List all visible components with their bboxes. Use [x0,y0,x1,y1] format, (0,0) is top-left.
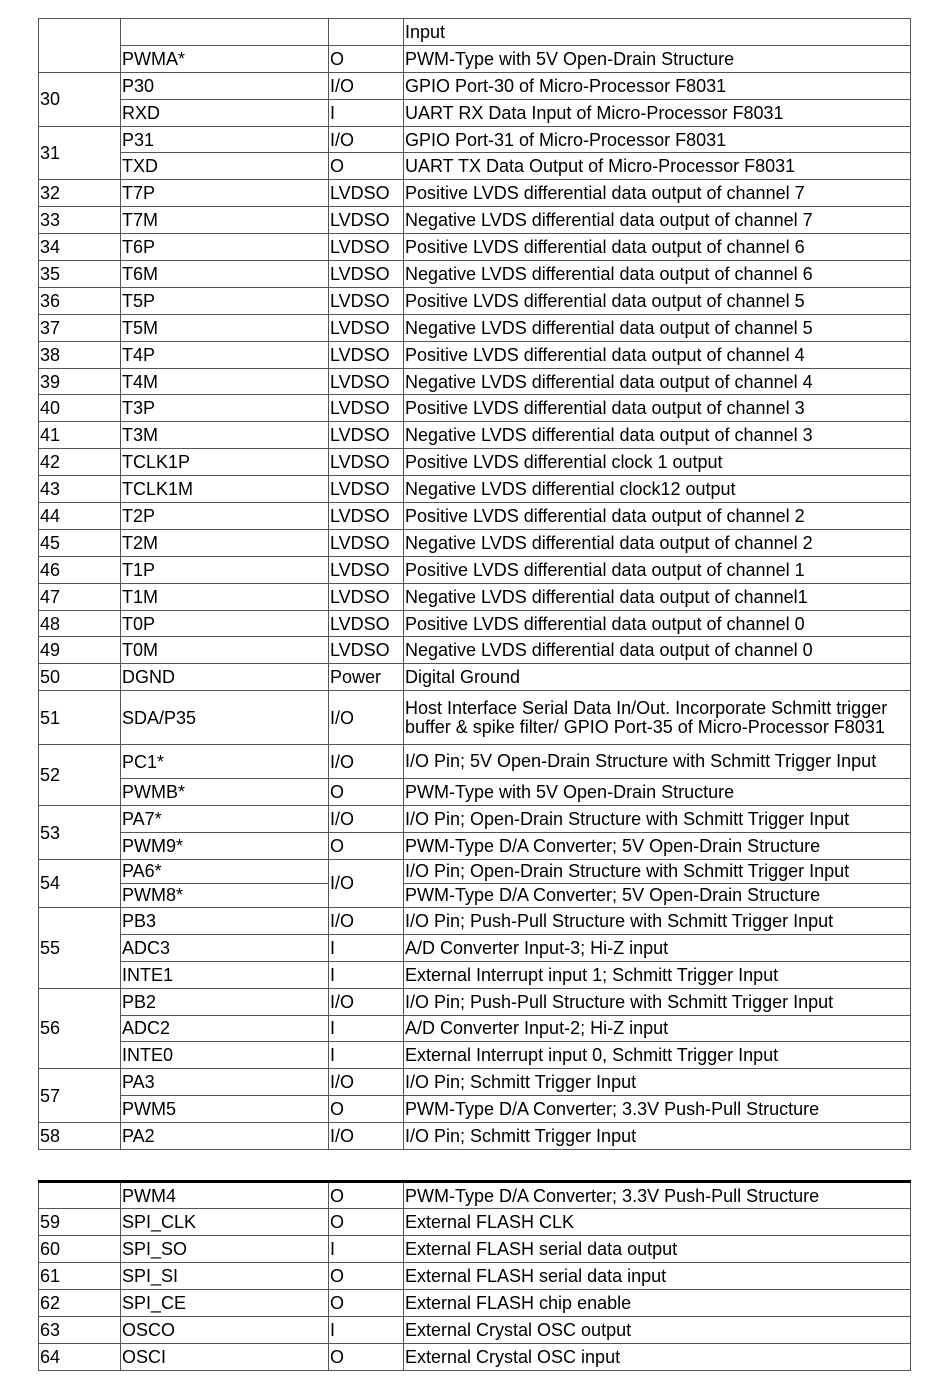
pin-name: T2M [121,529,329,556]
pin-type: LVDSO [329,341,404,368]
pin-name: T7M [121,207,329,234]
pin-description: PWM-Type with 5V Open-Drain Structure [404,779,911,806]
pin-type: O [329,1182,404,1209]
pin-name: RXD [121,99,329,126]
pin-number: 57 [39,1069,121,1123]
pin-type: O [329,1209,404,1236]
pin-number: 37 [39,314,121,341]
pin-name: PB3 [121,907,329,934]
table-row [39,883,911,907]
pin-description: Negative LVDS differential data output of channel 5 [404,314,911,341]
pin-number: 63 [39,1317,121,1344]
table-row [39,1069,911,1096]
pin-description: Digital Ground [404,664,911,691]
pin-name: PA2 [121,1123,329,1150]
pin-description: A/D Converter Input-2; Hi-Z input [404,1015,911,1042]
table-row [39,314,911,341]
pin-name: T5P [121,287,329,314]
pin-description: GPIO Port-31 of Micro-Processor F8031 [404,126,911,153]
table-row [39,99,911,126]
pin-name: SPI_SI [121,1263,329,1290]
pin-number: 39 [39,368,121,395]
table-row [39,779,911,806]
pin-description: Negative LVDS differential data output of channel 6 [404,261,911,288]
pin-type: LVDSO [329,234,404,261]
pin-description: Negative LVDS differential data output of channel 7 [404,207,911,234]
pin-name: PWM9* [121,833,329,860]
table-row [39,583,911,610]
pin-type: LVDSO [329,207,404,234]
pin-type: I/O [329,1123,404,1150]
pin-type: I [329,934,404,961]
pin-name: ADC2 [121,1015,329,1042]
pin-description: UART RX Data Input of Micro-Processor F8031 [404,99,911,126]
pin-type: LVDSO [329,449,404,476]
pin-type: O [329,1344,404,1371]
table-row [39,126,911,153]
pin-number: 30 [39,72,121,126]
table-row [39,556,911,583]
table-row [39,691,911,745]
pin-number: 41 [39,422,121,449]
pin-type: I/O [329,1069,404,1096]
pin-description: External Crystal OSC output [404,1317,911,1344]
pin-type: I [329,1015,404,1042]
pin-type: I/O [329,806,404,833]
pin-name: T0P [121,610,329,637]
pin-description: I/O Pin; Push-Pull Structure with Schmitt Trigger Input [404,907,911,934]
pin-description: I/O Pin; Push-Pull Structure with Schmitt Trigger Input [404,988,911,1015]
table-row [39,833,911,860]
pin-name: T5M [121,314,329,341]
table-row [39,610,911,637]
pin-description: Negative LVDS differential data output of channel 0 [404,637,911,664]
table-row [39,19,911,46]
table-row [39,45,911,72]
pin-name: PWMB* [121,779,329,806]
table-row [39,476,911,503]
pin-name: PWM4 [121,1182,329,1209]
pin-number: 53 [39,806,121,860]
pin-type: LVDSO [329,556,404,583]
pin-number: 46 [39,556,121,583]
table-row [39,72,911,99]
pin-type: I/O [329,988,404,1015]
pin-name: T6P [121,234,329,261]
pin-number [39,1182,121,1209]
pin-description: External FLASH chip enable [404,1290,911,1317]
pin-number: 31 [39,126,121,180]
pin-description: External Interrupt input 0, Schmitt Trigger Input [404,1042,911,1069]
pin-name: DGND [121,664,329,691]
pin-description: A/D Converter Input-3; Hi-Z input [404,934,911,961]
pin-number: 35 [39,261,121,288]
table-row [39,1236,911,1263]
pin-description: Negative LVDS differential data output of channel 2 [404,529,911,556]
pin-type: I/O [329,126,404,153]
pin-name: TXD [121,153,329,180]
pin-type: I [329,99,404,126]
pin-type: LVDSO [329,610,404,637]
pin-type: I [329,1042,404,1069]
pin-type: I/O [329,691,404,745]
table-row [39,287,911,314]
pin-type: I/O [329,907,404,934]
pin-type: LVDSO [329,476,404,503]
pin-number: 51 [39,691,121,745]
pin-name: T6M [121,261,329,288]
pin-table-body [39,1182,911,1371]
pin-number: 58 [39,1123,121,1150]
pin-number: 34 [39,234,121,261]
pin-name: PC1* [121,745,329,779]
pin-description: Positive LVDS differential data output of channel 0 [404,610,911,637]
pin-number: 54 [39,859,121,907]
pin-type: O [329,153,404,180]
pin-type: O [329,45,404,72]
table-row [39,449,911,476]
pin-type: O [329,1096,404,1123]
pin-description: Positive LVDS differential clock 1 output [404,449,911,476]
pin-description: Positive LVDS differential data output of channel 1 [404,556,911,583]
table-row [39,341,911,368]
pin-description: Positive LVDS differential data output of channel 5 [404,287,911,314]
pin-number: 44 [39,503,121,530]
pin-description: Input [404,19,911,46]
pin-type: LVDSO [329,637,404,664]
pin-name: T1M [121,583,329,610]
table-row [39,261,911,288]
table-row [39,180,911,207]
pin-name: TCLK1P [121,449,329,476]
pin-number: 33 [39,207,121,234]
pin-name: T0M [121,637,329,664]
pin-number: 40 [39,395,121,422]
pin-type: I/O [329,859,404,907]
pin-number: 56 [39,988,121,1069]
pin-description: Positive LVDS differential data output of channel 3 [404,395,911,422]
pin-number: 47 [39,583,121,610]
pin-name: PWMA* [121,45,329,72]
pin-number: 60 [39,1236,121,1263]
pin-description: Positive LVDS differential data output of channel 7 [404,180,911,207]
pin-number: 55 [39,907,121,988]
pin-number: 38 [39,341,121,368]
table-row [39,806,911,833]
pin-description: Positive LVDS differential data output of channel 2 [404,503,911,530]
pin-table-next-page [38,1180,911,1371]
pin-description: External Crystal OSC input [404,1344,911,1371]
table-row [39,1263,911,1290]
pin-type: LVDSO [329,529,404,556]
pin-number: 48 [39,610,121,637]
table-row [39,503,911,530]
pin-name: T7P [121,180,329,207]
table-row [39,368,911,395]
pin-name: T3M [121,422,329,449]
table-row [39,395,911,422]
table-row [39,207,911,234]
pin-number [39,19,121,73]
pin-type: LVDSO [329,422,404,449]
pin-description: PWM-Type with 5V Open-Drain Structure [404,45,911,72]
table-row [39,988,911,1015]
pin-type: LVDSO [329,314,404,341]
pin-name: T4P [121,341,329,368]
pin-name: PA6* [121,859,329,883]
pin-type: LVDSO [329,368,404,395]
table-row [39,961,911,988]
pin-name: INTE0 [121,1042,329,1069]
table-row [39,1015,911,1042]
pin-description: Negative LVDS differential clock12 output [404,476,911,503]
table-row [39,422,911,449]
table-row [39,234,911,261]
pin-type: Power [329,664,404,691]
pin-type: I [329,1236,404,1263]
pin-description: Host Interface Serial Data In/Out. Incorporate Schmitt trigger buffer & spike filter/ GPIO Port-35 of Micro-Processor F8031 [404,691,911,745]
pin-description: Negative LVDS differential data output of channel 4 [404,368,911,395]
pin-type: LVDSO [329,287,404,314]
pin-description: I/O Pin; Open-Drain Structure with Schmitt Trigger Input [404,806,911,833]
pin-type: O [329,1290,404,1317]
table-row [39,1123,911,1150]
table-row [39,1290,911,1317]
table-row [39,637,911,664]
pin-description: I/O Pin; Open-Drain Structure with Schmitt Trigger Input [404,859,911,883]
pin-name: PWM5 [121,1096,329,1123]
pin-type: O [329,833,404,860]
pin-number: 43 [39,476,121,503]
pin-description: Negative LVDS differential data output of channel1 [404,583,911,610]
pin-number: 62 [39,1290,121,1317]
pin-name: T3P [121,395,329,422]
pin-description: GPIO Port-30 of Micro-Processor F8031 [404,72,911,99]
pin-description: PWM-Type D/A Converter; 3.3V Push-Pull Structure [404,1096,911,1123]
pin-number: 32 [39,180,121,207]
pin-name: SPI_CLK [121,1209,329,1236]
table-row [39,153,911,180]
pin-type: LVDSO [329,503,404,530]
pin-name: SDA/P35 [121,691,329,745]
pin-name: SPI_CE [121,1290,329,1317]
pin-type: I/O [329,745,404,779]
table-row [39,934,911,961]
pin-name: PA7* [121,806,329,833]
table-row [39,1042,911,1069]
pin-name: TCLK1M [121,476,329,503]
pin-name: T1P [121,556,329,583]
pin-type: LVDSO [329,583,404,610]
pin-description: PWM-Type D/A Converter; 5V Open-Drain Structure [404,883,911,907]
pin-type [329,19,404,46]
pin-name: PWM8* [121,883,329,907]
pin-number: 64 [39,1344,121,1371]
pin-description: Negative LVDS differential data output of channel 3 [404,422,911,449]
pin-name: PA3 [121,1069,329,1096]
pin-number: 36 [39,287,121,314]
pin-type: LVDSO [329,180,404,207]
pin-type: I [329,1317,404,1344]
pin-description: PWM-Type D/A Converter; 3.3V Push-Pull Structure [404,1182,911,1209]
pin-number: 59 [39,1209,121,1236]
table-row [39,1344,911,1371]
pin-description: I/O Pin; 5V Open-Drain Structure with Schmitt Trigger Input [404,745,911,779]
table-row [39,529,911,556]
pin-type: O [329,779,404,806]
pin-number: 61 [39,1263,121,1290]
pin-number: 49 [39,637,121,664]
table-row [39,664,911,691]
pin-type: O [329,1263,404,1290]
pin-name: OSCO [121,1317,329,1344]
table-row [39,1317,911,1344]
pin-name [121,19,329,46]
table-row [39,1209,911,1236]
table-row [39,1096,911,1123]
pin-name: OSCI [121,1344,329,1371]
pin-number: 50 [39,664,121,691]
pin-description: Positive LVDS differential data output of channel 6 [404,234,911,261]
pin-name: SPI_SO [121,1236,329,1263]
pin-description: Positive LVDS differential data output of channel 4 [404,341,911,368]
pin-description: UART TX Data Output of Micro-Processor F8031 [404,153,911,180]
pin-description: External FLASH serial data output [404,1236,911,1263]
pin-name: P31 [121,126,329,153]
pin-description: External FLASH serial data input [404,1263,911,1290]
table-row [39,1182,911,1209]
pin-name: P30 [121,72,329,99]
table-row [39,859,911,883]
pin-name: T4M [121,368,329,395]
pin-number: 42 [39,449,121,476]
pin-type: I/O [329,72,404,99]
pin-type: LVDSO [329,261,404,288]
pin-name: ADC3 [121,934,329,961]
table-row [39,907,911,934]
pin-table-body [39,19,911,1150]
pin-table-continued [38,18,911,1150]
pin-name: T2P [121,503,329,530]
pin-description: I/O Pin; Schmitt Trigger Input [404,1123,911,1150]
pin-name: PB2 [121,988,329,1015]
pin-description: PWM-Type D/A Converter; 5V Open-Drain Structure [404,833,911,860]
table-row [39,745,911,779]
pin-description: External Interrupt input 1; Schmitt Trigger Input [404,961,911,988]
pin-type: I [329,961,404,988]
pin-type: LVDSO [329,395,404,422]
pin-number: 45 [39,529,121,556]
pin-description: I/O Pin; Schmitt Trigger Input [404,1069,911,1096]
pin-description: External FLASH CLK [404,1209,911,1236]
pin-number: 52 [39,745,121,806]
pin-name: INTE1 [121,961,329,988]
